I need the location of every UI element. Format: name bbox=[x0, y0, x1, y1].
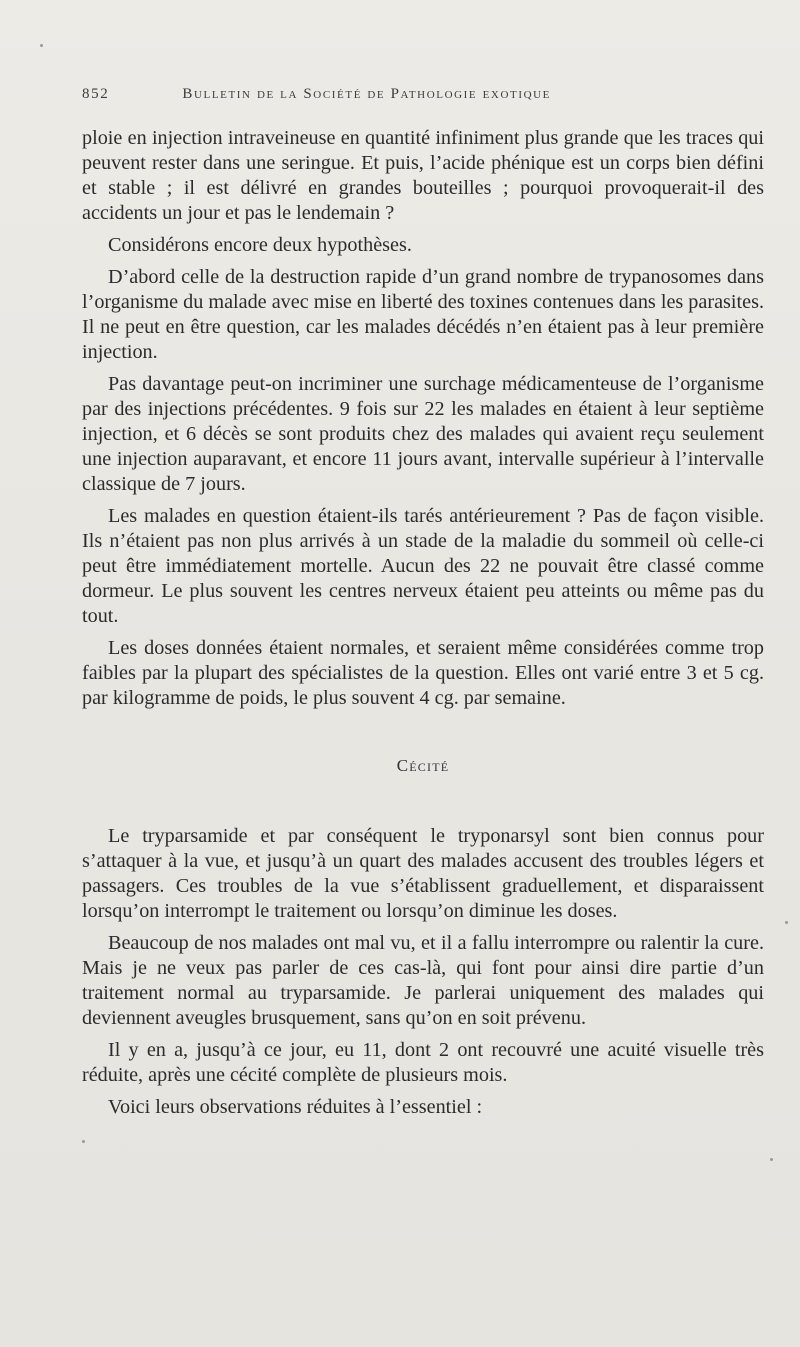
paragraph: D’abord celle de la destruction rapide d’un grand nombre de trypanosomes dans l’organisme du malade avec mise en liberté des toxines contenues dans les parasites. Il ne peut en être question, car les malades décédés n’en étaient pas à leur première injection. bbox=[82, 266, 764, 363]
paper-speck bbox=[785, 921, 788, 924]
paper-speck bbox=[770, 1158, 773, 1161]
paragraph: Les malades en question étaient-ils tarés antérieurement ? Pas de façon visible. Ils n’étaient pas non plus arrivés à un stade de la maladie du sommeil où celle-ci peut être immédiatement mortelle. Aucun des 22 ne pouvait être classé comme dormeur. Le plus souvent les centres nerveux étaient peu atteints ou même pas du tout. bbox=[82, 505, 764, 627]
paper-speck bbox=[82, 1140, 85, 1143]
paragraph: Les doses données étaient normales, et seraient même considérées comme trop faibles par la plupart des spécialistes de la question. Elles ont varié entre 3 et 5 cg. par kilogramme de poids, le plus souvent 4 cg. par semaine. bbox=[82, 637, 764, 709]
section-heading: Cécité bbox=[396, 756, 450, 775]
body-text bbox=[82, 126, 764, 1127]
paragraph: Considérons encore deux hypothèses. bbox=[108, 234, 412, 256]
paragraph: Beaucoup de nos malades ont mal vu, et il a fallu interrompre ou ralentir la cure. Mais je ne veux pas parler de ces cas-là, qui font pour ainsi dire partie d’un traitement normal au tryparsamide. Je parlerai uniquement des malades qui deviennent aveugles brusquement, sans qu’on en soit prévenu. bbox=[82, 932, 764, 1029]
paragraph: Voici leurs observations réduites à l’essentiel : bbox=[108, 1096, 483, 1118]
page-number: 852 bbox=[82, 86, 110, 102]
paragraph: Il y en a, jusqu’à ce jour, eu 11, dont 2 ont recouvré une acuité visuelle très réduite, après une cécité complète de plusieurs mois. bbox=[82, 1039, 764, 1086]
running-header bbox=[82, 86, 762, 103]
paper-speck bbox=[40, 44, 43, 47]
paragraph: Pas davantage peut-on incriminer une surchage médicamenteuse de l’organisme par des injections précédentes. 9 fois sur 22 les malades en étaient à leur septième injection, et 6 décès se sont produits chez des malades qui avaient reçu seulement une injection auparavant, et encore 11 jours avant, intervalle supérieur à l’intervalle classique de 7 jours. bbox=[82, 373, 764, 495]
paragraph: ploie en injection intraveineuse en quantité infiniment plus grande que les traces qui peuvent rester dans une seringue. Et puis, l’acide phénique est un corps bien défini et stable ; il est délivré en grandes bouteilles ; pourquoi provoquerait-il des accidents un jour et pas le lendemain ? bbox=[82, 127, 764, 224]
running-title: Bulletin de la Société de Pathologie exotique bbox=[182, 86, 551, 102]
paragraph: Le tryparsamide et par conséquent le tryponarsyl sont bien connus pour s’attaquer à la vue, et jusqu’à un quart des malades accusent des troubles légers et passagers. Ces troubles de la vue s’établissent graduellement, et disparaissent lorsqu’on interrompt le traitement ou lorsqu’on diminue les doses. bbox=[82, 825, 764, 922]
